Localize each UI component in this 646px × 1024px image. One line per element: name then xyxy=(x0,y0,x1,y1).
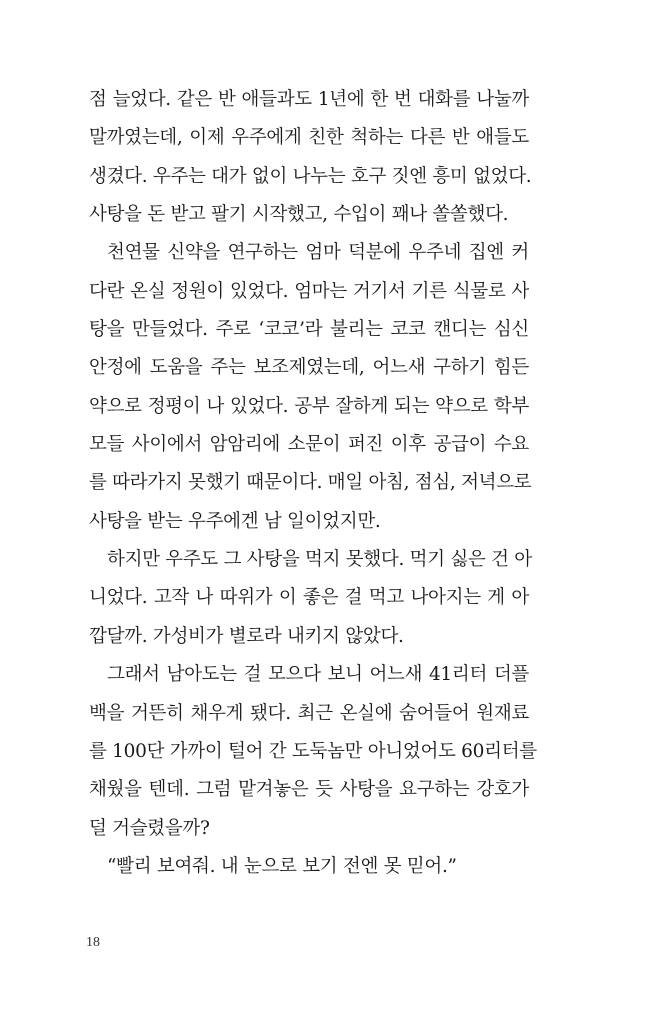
text-line: 천연물 신약을 연구하는 엄마 덕분에 우주네 집엔 커 xyxy=(107,242,529,264)
body-text xyxy=(89,81,537,886)
text-line: 하지만 우주도 그 사탕을 먹지 못했다. 먹기 싫은 건 아 xyxy=(107,549,532,571)
text-line: 약으로 정평이 나 있었다. 공부 잘하게 되는 약으로 학부 xyxy=(89,395,529,417)
text-line: 깝달까. 가성비가 별로라 내키지 않았다. xyxy=(89,625,404,647)
text-line: 사탕을 받는 우주에겐 남 일이었지만. xyxy=(89,510,381,532)
text-line: 안정에 도움을 주는 보조제였는데, 어느새 구하기 힘든 xyxy=(89,357,529,379)
text-line: 사탕을 돈 받고 팔기 시작했고, 수입이 꽤나 쏠쏠했다. xyxy=(89,204,509,226)
text-line: 그래서 남아도는 걸 모으다 보니 어느새 41리터 더플 xyxy=(107,664,529,686)
text-line: 탕을 만들었다. 주로 ‘코코’라 불리는 코코 캔디는 심신 xyxy=(89,319,529,341)
text-line: 덜 거슬렸을까? xyxy=(89,817,210,839)
text-line: 채웠을 텐데. 그럼 맡겨놓은 듯 사탕을 요구하는 강호가 xyxy=(89,779,529,801)
dialogue-line: “빨리 보여줘. 내 눈으로 보기 전엔 못 믿어.” xyxy=(107,855,457,877)
text-line: 백을 거뜬히 채우게 됐다. 최근 온실에 숨어들어 원재료 xyxy=(89,702,529,724)
text-line: 니었다. 고작 나 따위가 이 좋은 걸 먹고 나아지는 게 아 xyxy=(89,587,529,609)
text-line: 를 따라가지 못했기 때문이다. 매일 아침, 점심, 저녁으로 xyxy=(89,472,532,494)
text-line: 생겼다. 우주는 대가 없이 나누는 호구 짓엔 흥미 없었다. xyxy=(89,165,532,187)
text-line: 말까였는데, 이제 우주에게 친한 척하는 다른 반 애들도 xyxy=(89,127,529,149)
page-number: 18 xyxy=(86,935,100,950)
text-line: 를 100단 가까이 털어 간 도둑놈만 아니었어도 60리터를 xyxy=(89,740,537,762)
text-line: 모들 사이에서 암암리에 소문이 퍼진 이후 공급이 수요 xyxy=(89,434,529,456)
text-line: 다란 온실 정원이 있었다. 엄마는 거기서 기른 식물로 사 xyxy=(89,280,529,302)
text-line: 점 늘었다. 같은 반 애들과도 1년에 한 번 대화를 나눌까 xyxy=(89,89,529,110)
